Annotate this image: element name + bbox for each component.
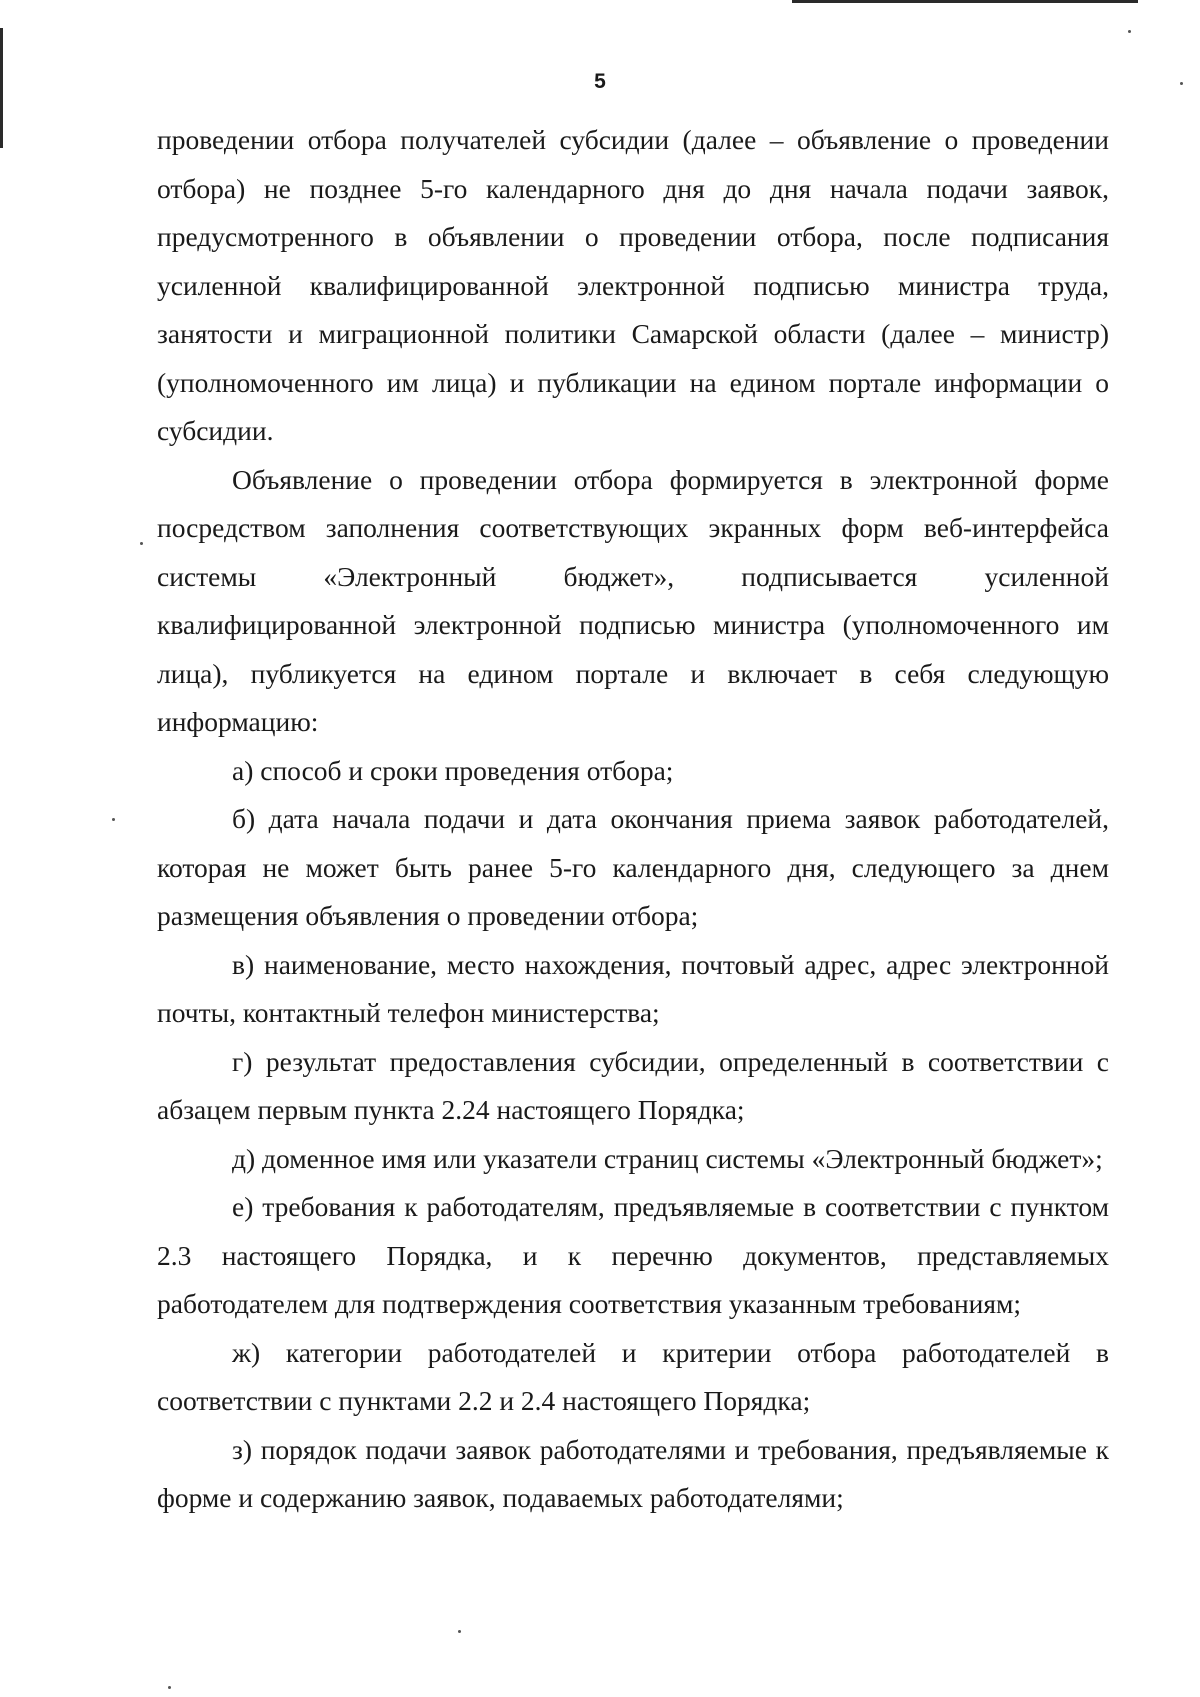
list-item-a: а) способ и сроки проведения отбора;: [232, 754, 674, 786]
list-item-d: д) доменное имя или указатели страниц системы «Электронный бюджет»;: [232, 1142, 1103, 1174]
scan-speck: [1180, 82, 1183, 85]
list-item-v: в) наименование, место нахождения, почтовый адрес, адрес электронной почты, контактный телефон министерства;: [157, 948, 1109, 1028]
list-item-zh: ж) категории работодателей и критерии отбора работодателей в соответствии с пунктами 2.2 и 2.4 настоящего Порядка;: [157, 1336, 1109, 1416]
paragraph-announcement-form: Объявление о проведении отбора формируется в электронной форме посредством заполнения соответствующих экранных форм веб-интерфейса системы «Электронный бюджет», подписывается усиленной квалифицированной электронной подписью министра (уполномоченного им лица), публикуется на едином портале и включает в себя следующую информацию:: [157, 463, 1109, 737]
scan-speck: [458, 1630, 461, 1633]
list-item-e: е) требования к работодателям, предъявляемые в соответствии с пунктом 2.3 настоящего Порядка, и к перечню документов, представляемых работодателем для подтверждения соответствия указанным требованиям;: [157, 1191, 1109, 1319]
paragraph-continuation: проведении отбора получателей субсидии (далее – объявление о проведении отбора) не позднее 5-го календарного дня до дня начала подачи заявок, предусмотренного в объявлении о проведении отбора, после подписания усиленной квалифицированной электронной подписью министра труда, занятости и миграционной политики Самарской области (далее – министр) (уполномоченного им лица) и публикации на едином портале информации о субсидии.: [157, 124, 1109, 446]
list-item-z: з) порядок подачи заявок работодателями и требования, предъявляемые к форме и содержанию заявок, подаваемых работодателями;: [157, 1433, 1109, 1513]
scan-speck: [112, 818, 115, 821]
list-item-g: г) результат предоставления субсидии, определенный в соответствии с абзацем первым пункта 2.24 настоящего Порядка;: [157, 1045, 1109, 1125]
scan-edge-mark: [792, 0, 1138, 3]
page-number: 5: [594, 70, 606, 93]
scan-speck: [1128, 30, 1131, 33]
document-body: [157, 116, 1109, 1523]
scan-speck: [168, 1686, 171, 1689]
list-item-b: б) дата начала подачи и дата окончания приема заявок работодателей, которая не может быть ранее 5-го календарного дня, следующего за днем размещения объявления о проведении отбора;: [157, 803, 1109, 931]
scan-speck: [140, 542, 143, 545]
